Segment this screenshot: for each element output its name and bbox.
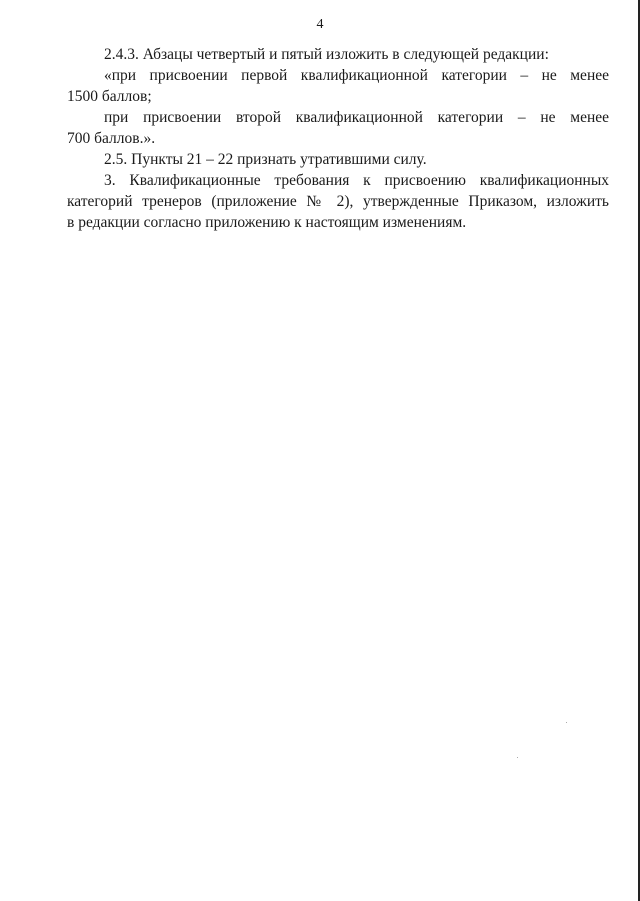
paragraph-line: «при присвоении первой квалификационной категории – не менее xyxy=(104,67,609,84)
paragraph-3 xyxy=(67,170,609,233)
paragraph-line: 1500 баллов; xyxy=(67,88,152,105)
paragraph-line: в редакции согласно приложению к настоящим изменениям. xyxy=(67,214,467,231)
paragraph-first-category xyxy=(67,65,609,107)
scan-speck xyxy=(517,757,518,758)
paragraph-line: 2.5. Пункты 21 – 22 признать утратившими силу. xyxy=(104,151,427,168)
paragraph-2-4-3 xyxy=(67,44,609,65)
scan-speck xyxy=(566,722,567,723)
paragraph-line: при присвоении второй квалификационной категории – не менее xyxy=(104,109,609,126)
paragraph-line: 2.4.3. Абзацы четвертый и пятый изложить в следующей редакции: xyxy=(104,46,549,63)
paragraph-2-5 xyxy=(67,149,609,170)
paragraph-line: 3. Квалификационные требования к присвоению квалификационных xyxy=(104,172,609,189)
page-number: 4 xyxy=(316,17,324,32)
paragraph-second-category xyxy=(67,107,609,149)
document-body xyxy=(67,44,609,233)
paragraph-line: категорий тренеров (приложение № 2), утвержденные Приказом, изложить xyxy=(67,193,609,210)
paragraph-line: 700 баллов.». xyxy=(67,130,156,147)
